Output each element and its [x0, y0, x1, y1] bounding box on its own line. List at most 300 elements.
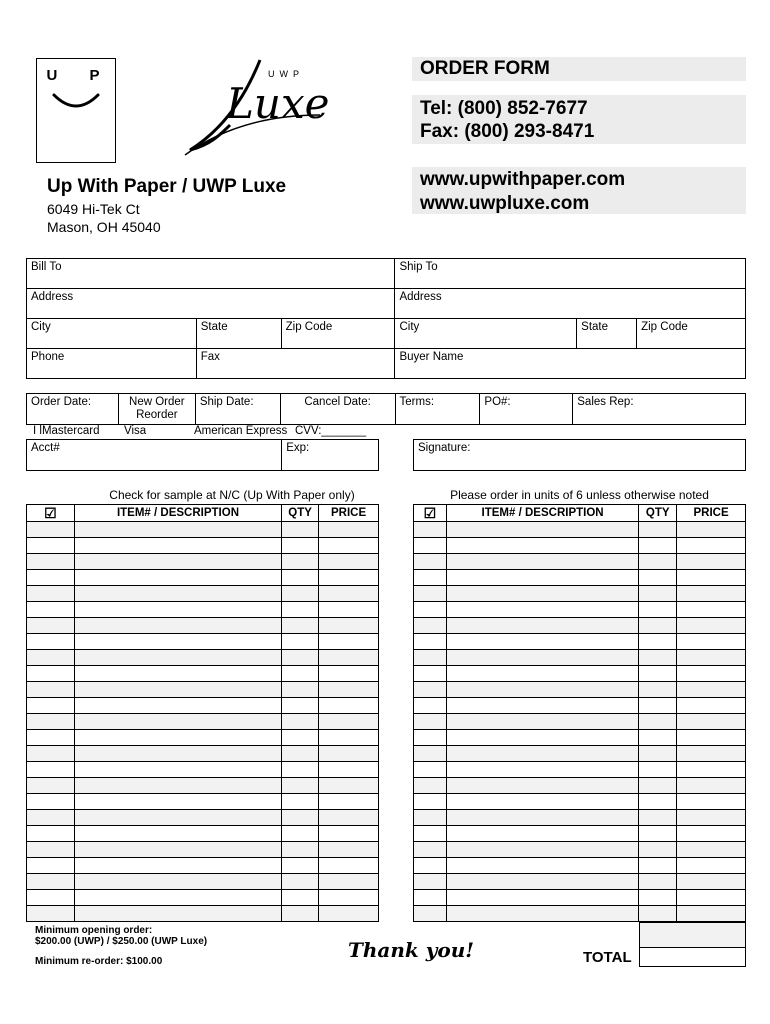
item-qty-cell[interactable] [639, 730, 677, 746]
item-check-cell[interactable] [414, 570, 447, 586]
item-price-cell[interactable] [319, 810, 379, 826]
item-price-cell[interactable] [319, 586, 379, 602]
item-row [27, 618, 379, 634]
item-price-cell[interactable] [319, 842, 379, 858]
item-desc-cell[interactable] [446, 826, 638, 842]
item-qty-cell[interactable] [639, 810, 677, 826]
item-price-cell[interactable] [677, 906, 746, 922]
item-qty-cell[interactable] [282, 762, 319, 778]
item-price-cell[interactable] [319, 522, 379, 538]
item-desc-cell[interactable] [74, 634, 281, 650]
item-qty-cell[interactable] [639, 586, 677, 602]
item-desc-cell[interactable] [74, 842, 281, 858]
item-check-cell[interactable] [414, 858, 447, 874]
item-price-cell[interactable] [677, 634, 746, 650]
amex-option[interactable]: American Express [194, 425, 288, 437]
item-row [414, 554, 746, 570]
item-price-cell[interactable] [319, 618, 379, 634]
item-qty-cell[interactable] [282, 778, 319, 794]
item-desc-cell[interactable] [74, 714, 281, 730]
item-price-cell[interactable] [319, 890, 379, 906]
item-check-cell[interactable] [414, 682, 447, 698]
bill-city-field[interactable]: City [27, 319, 197, 349]
fax-text: Fax: (800) 293-8471 [420, 121, 595, 142]
item-check-cell[interactable] [27, 570, 75, 586]
card-options [33, 425, 367, 437]
item-price-cell[interactable] [319, 794, 379, 810]
check-header-icon: ☑ [414, 505, 447, 522]
contact-block [412, 95, 746, 144]
item-price-cell[interactable] [319, 826, 379, 842]
qty-header: QTY [639, 505, 677, 522]
item-check-cell[interactable] [27, 842, 75, 858]
item-qty-cell[interactable] [282, 586, 319, 602]
item-price-cell[interactable] [677, 890, 746, 906]
item-check-cell[interactable] [27, 874, 75, 890]
order-date-field[interactable]: Order Date: [27, 394, 119, 425]
item-check-cell[interactable] [27, 810, 75, 826]
item-check-cell[interactable] [414, 602, 447, 618]
item-check-cell[interactable] [414, 842, 447, 858]
item-desc-cell[interactable] [74, 906, 281, 922]
item-check-cell[interactable] [414, 746, 447, 762]
item-price-cell[interactable] [677, 522, 746, 538]
item-desc-cell[interactable] [74, 538, 281, 554]
item-desc-cell[interactable] [74, 874, 281, 890]
item-qty-cell[interactable] [639, 554, 677, 570]
item-desc-cell[interactable] [74, 810, 281, 826]
item-qty-cell[interactable] [282, 746, 319, 762]
item-price-cell[interactable] [319, 714, 379, 730]
item-row [414, 618, 746, 634]
terms-field[interactable]: Terms: [395, 394, 480, 425]
item-price-cell[interactable] [319, 698, 379, 714]
item-row [414, 602, 746, 618]
item-price-cell[interactable] [319, 650, 379, 666]
item-desc-cell[interactable] [446, 714, 638, 730]
item-row [414, 842, 746, 858]
item-price-cell[interactable] [677, 762, 746, 778]
item-check-cell[interactable] [27, 682, 75, 698]
item-desc-cell[interactable] [74, 666, 281, 682]
item-desc-cell[interactable] [446, 538, 638, 554]
item-qty-cell[interactable] [639, 858, 677, 874]
units-note: Please order in units of 6 unless otherwise noted [450, 488, 709, 502]
item-price-cell[interactable] [319, 730, 379, 746]
item-check-cell[interactable] [27, 794, 75, 810]
item-desc-cell[interactable] [446, 842, 638, 858]
buyer-name-field[interactable]: Buyer Name [395, 349, 746, 379]
item-check-cell[interactable] [27, 778, 75, 794]
signature-field[interactable]: Signature: [414, 440, 746, 471]
item-desc-cell[interactable] [446, 634, 638, 650]
item-qty-cell[interactable] [639, 538, 677, 554]
visa-option[interactable]: Visa [124, 425, 147, 437]
item-price-cell[interactable] [319, 746, 379, 762]
bill-zip-field[interactable]: Zip Code [281, 319, 395, 349]
item-qty-cell[interactable] [639, 570, 677, 586]
item-row [414, 586, 746, 602]
item-price-cell[interactable] [677, 698, 746, 714]
item-qty-cell[interactable] [282, 522, 319, 538]
ship-city-field[interactable]: City [395, 319, 577, 349]
item-price-cell[interactable] [677, 682, 746, 698]
item-qty-cell[interactable] [282, 890, 319, 906]
item-price-cell[interactable] [319, 570, 379, 586]
item-price-cell[interactable] [677, 554, 746, 570]
item-price-cell[interactable] [319, 858, 379, 874]
cvv-field[interactable]: CVV:_______ [295, 425, 367, 437]
item-desc-cell[interactable] [74, 698, 281, 714]
item-desc-cell[interactable] [446, 906, 638, 922]
item-row [27, 746, 379, 762]
up-logo-text: U P [46, 67, 114, 84]
item-price-cell[interactable] [677, 650, 746, 666]
item-row [27, 762, 379, 778]
item-check-cell[interactable] [414, 650, 447, 666]
item-check-cell[interactable] [414, 762, 447, 778]
order-form-title: ORDER FORM [412, 57, 746, 81]
item-row [27, 906, 379, 922]
item-qty-cell[interactable] [282, 874, 319, 890]
item-row [27, 730, 379, 746]
item-check-cell[interactable] [27, 618, 75, 634]
item-price-cell[interactable] [677, 794, 746, 810]
item-row [414, 698, 746, 714]
mastercard-option[interactable]: I lMastercard [33, 425, 100, 437]
item-row [27, 602, 379, 618]
item-desc-cell[interactable] [446, 778, 638, 794]
item-desc-cell[interactable] [74, 890, 281, 906]
billing-shipping-table [26, 258, 746, 379]
item-qty-cell[interactable] [639, 522, 677, 538]
item-qty-cell[interactable] [639, 778, 677, 794]
item-desc-cell[interactable] [74, 602, 281, 618]
item-row [27, 826, 379, 842]
up-logo [36, 58, 116, 163]
item-qty-cell[interactable] [639, 634, 677, 650]
item-check-cell[interactable] [27, 858, 75, 874]
item-price-cell[interactable] [319, 634, 379, 650]
item-desc-cell[interactable] [74, 826, 281, 842]
item-qty-cell[interactable] [639, 714, 677, 730]
item-desc-cell[interactable] [446, 746, 638, 762]
item-desc-cell[interactable] [446, 762, 638, 778]
item-check-cell[interactable] [27, 666, 75, 682]
item-price-cell[interactable] [677, 746, 746, 762]
item-price-cell[interactable] [319, 778, 379, 794]
item-check-cell[interactable] [27, 698, 75, 714]
item-qty-cell[interactable] [639, 650, 677, 666]
item-check-cell[interactable] [414, 906, 447, 922]
item-price-cell[interactable] [677, 842, 746, 858]
item-desc-cell[interactable] [446, 858, 638, 874]
item-check-cell[interactable] [414, 778, 447, 794]
total-label: TOTAL [583, 949, 632, 966]
item-check-cell[interactable] [414, 810, 447, 826]
item-desc-header: ITEM# / DESCRIPTION [74, 505, 281, 522]
item-desc-cell[interactable] [74, 746, 281, 762]
item-row [414, 650, 746, 666]
item-qty-cell[interactable] [282, 682, 319, 698]
item-row [27, 714, 379, 730]
website-upwithpaper[interactable]: www.upwithpaper.com [420, 169, 626, 190]
item-check-cell[interactable] [414, 714, 447, 730]
item-qty-cell[interactable] [282, 634, 319, 650]
item-check-cell[interactable] [27, 522, 75, 538]
item-qty-cell[interactable] [639, 826, 677, 842]
item-row [27, 666, 379, 682]
item-price-cell[interactable] [677, 714, 746, 730]
item-row [414, 778, 746, 794]
item-qty-cell[interactable] [282, 554, 319, 570]
ship-to-field[interactable]: Ship To [395, 259, 746, 289]
luxe-logo [180, 55, 330, 165]
item-desc-cell[interactable] [446, 650, 638, 666]
item-price-cell[interactable] [677, 730, 746, 746]
item-price-cell[interactable] [677, 858, 746, 874]
ship-date-field[interactable]: Ship Date: [195, 394, 280, 425]
item-qty-cell[interactable] [282, 810, 319, 826]
item-row [414, 890, 746, 906]
item-row [27, 522, 379, 538]
item-desc-cell[interactable] [446, 554, 638, 570]
item-desc-cell[interactable] [446, 810, 638, 826]
item-check-cell[interactable] [414, 554, 447, 570]
item-check-cell[interactable] [27, 714, 75, 730]
item-row [27, 538, 379, 554]
item-check-cell[interactable] [27, 762, 75, 778]
item-row [27, 586, 379, 602]
item-check-cell[interactable] [414, 698, 447, 714]
item-qty-cell[interactable] [639, 890, 677, 906]
item-desc-cell[interactable] [74, 650, 281, 666]
item-desc-cell[interactable] [74, 586, 281, 602]
item-qty-cell[interactable] [282, 906, 319, 922]
item-row [27, 890, 379, 906]
ship-address-field[interactable]: Address [395, 289, 746, 319]
item-desc-cell[interactable] [446, 586, 638, 602]
sample-check-header-icon: ☑ [27, 505, 75, 522]
item-check-cell[interactable] [27, 730, 75, 746]
item-row [414, 810, 746, 826]
item-qty-cell[interactable] [282, 570, 319, 586]
item-desc-cell[interactable] [74, 682, 281, 698]
item-desc-cell[interactable] [446, 730, 638, 746]
item-desc-cell[interactable] [446, 602, 638, 618]
item-price-cell[interactable] [319, 682, 379, 698]
signature-table [413, 439, 746, 471]
item-check-cell[interactable] [414, 890, 447, 906]
item-qty-cell[interactable] [282, 602, 319, 618]
item-desc-cell[interactable] [74, 762, 281, 778]
item-check-cell[interactable] [414, 730, 447, 746]
item-row [414, 746, 746, 762]
item-qty-cell[interactable] [639, 746, 677, 762]
sales-rep-field[interactable]: Sales Rep: [573, 394, 746, 425]
item-row [27, 570, 379, 586]
item-qty-cell[interactable] [639, 794, 677, 810]
company-name: Up With Paper / UWP Luxe [47, 176, 287, 197]
min-opening-amount: $200.00 (UWP) / $250.00 (UWP Luxe) [35, 936, 208, 947]
reorder-option[interactable]: Reorder [136, 409, 178, 421]
item-row [414, 730, 746, 746]
item-check-cell[interactable] [27, 554, 75, 570]
item-desc-cell[interactable] [74, 554, 281, 570]
acct-field[interactable]: Acct# [27, 440, 282, 471]
item-check-cell[interactable] [414, 666, 447, 682]
item-qty-cell[interactable] [639, 842, 677, 858]
item-qty-cell[interactable] [639, 682, 677, 698]
item-qty-cell[interactable] [639, 762, 677, 778]
cancel-date-field[interactable]: Cancel Date: [280, 394, 395, 425]
item-desc-cell[interactable] [446, 682, 638, 698]
item-check-cell[interactable] [27, 746, 75, 762]
item-desc-cell[interactable] [446, 698, 638, 714]
item-desc-cell[interactable] [446, 874, 638, 890]
qty-header: QTY [282, 505, 319, 522]
item-row [414, 538, 746, 554]
item-row [414, 906, 746, 922]
bill-to-field[interactable]: Bill To [27, 259, 395, 289]
item-qty-cell[interactable] [639, 874, 677, 890]
item-desc-cell[interactable] [446, 522, 638, 538]
min-reorder: Minimum re-order: $100.00 [35, 956, 163, 967]
item-check-cell[interactable] [414, 874, 447, 890]
item-qty-cell[interactable] [282, 794, 319, 810]
item-qty-cell[interactable] [282, 858, 319, 874]
item-check-cell[interactable] [27, 602, 75, 618]
item-row [414, 762, 746, 778]
item-desc-cell[interactable] [74, 618, 281, 634]
item-row [27, 858, 379, 874]
item-qty-cell[interactable] [639, 698, 677, 714]
item-price-cell[interactable] [677, 826, 746, 842]
item-desc-cell[interactable] [446, 666, 638, 682]
bill-state-field[interactable]: State [196, 319, 281, 349]
item-qty-cell[interactable] [282, 618, 319, 634]
item-check-cell[interactable] [414, 826, 447, 842]
item-qty-cell[interactable] [282, 714, 319, 730]
item-price-cell[interactable] [319, 602, 379, 618]
item-qty-cell[interactable] [282, 730, 319, 746]
item-check-cell[interactable] [27, 890, 75, 906]
item-qty-cell[interactable] [639, 666, 677, 682]
item-row [27, 634, 379, 650]
item-check-cell[interactable] [27, 586, 75, 602]
total-field[interactable] [639, 922, 746, 967]
order-info-table [26, 393, 746, 425]
item-check-cell[interactable] [27, 538, 75, 554]
item-price-cell[interactable] [677, 602, 746, 618]
item-row [27, 874, 379, 890]
item-check-cell[interactable] [414, 538, 447, 554]
fax-field[interactable]: Fax [196, 349, 395, 379]
price-header: PRICE [319, 505, 379, 522]
bill-address-field[interactable]: Address [27, 289, 395, 319]
item-qty-cell[interactable] [282, 538, 319, 554]
item-price-cell[interactable] [319, 906, 379, 922]
item-price-cell[interactable] [319, 554, 379, 570]
po-field[interactable]: PO#: [480, 394, 573, 425]
item-row [27, 682, 379, 698]
ship-state-field[interactable]: State [577, 319, 637, 349]
smile-icon [51, 91, 101, 113]
item-qty-cell[interactable] [282, 698, 319, 714]
item-desc-cell[interactable] [74, 794, 281, 810]
item-desc-cell[interactable] [446, 618, 638, 634]
item-check-cell[interactable] [414, 522, 447, 538]
item-desc-header: ITEM# / DESCRIPTION [446, 505, 638, 522]
item-price-cell[interactable] [319, 538, 379, 554]
item-price-cell[interactable] [677, 618, 746, 634]
item-row [27, 698, 379, 714]
item-desc-cell[interactable] [446, 890, 638, 906]
phone-field[interactable]: Phone [27, 349, 197, 379]
item-check-cell[interactable] [27, 826, 75, 842]
item-check-cell[interactable] [27, 650, 75, 666]
uwp-logo-text: UWP [268, 69, 304, 79]
item-row [27, 842, 379, 858]
item-qty-cell[interactable] [639, 906, 677, 922]
item-desc-cell[interactable] [74, 858, 281, 874]
item-desc-cell[interactable] [74, 778, 281, 794]
item-desc-cell[interactable] [446, 794, 638, 810]
thank-you-text: Thank you! [348, 938, 475, 962]
item-qty-cell[interactable] [282, 826, 319, 842]
item-check-cell[interactable] [27, 906, 75, 922]
item-price-cell[interactable] [677, 586, 746, 602]
item-price-cell[interactable] [677, 810, 746, 826]
item-row [414, 874, 746, 890]
exp-field[interactable]: Exp: [282, 440, 379, 471]
item-price-cell[interactable] [677, 666, 746, 682]
website-uwpluxe[interactable]: www.uwpluxe.com [420, 193, 590, 214]
item-price-cell[interactable] [677, 538, 746, 554]
card-table [26, 439, 379, 471]
item-qty-cell[interactable] [639, 618, 677, 634]
item-qty-cell[interactable] [282, 842, 319, 858]
item-price-cell[interactable] [677, 778, 746, 794]
item-qty-cell[interactable] [282, 666, 319, 682]
item-price-cell[interactable] [319, 666, 379, 682]
left-items-table [26, 504, 379, 922]
item-check-cell[interactable] [414, 586, 447, 602]
item-price-cell[interactable] [319, 874, 379, 890]
item-price-cell[interactable] [319, 762, 379, 778]
item-desc-cell[interactable] [446, 570, 638, 586]
item-row [414, 794, 746, 810]
item-qty-cell[interactable] [639, 602, 677, 618]
item-price-cell[interactable] [677, 570, 746, 586]
tel-text: Tel: (800) 852-7677 [420, 98, 588, 119]
item-check-cell[interactable] [414, 634, 447, 650]
item-check-cell[interactable] [27, 634, 75, 650]
item-row [414, 858, 746, 874]
new-order-option[interactable]: New Order [129, 396, 185, 408]
item-desc-cell[interactable] [74, 570, 281, 586]
right-items-table [413, 504, 746, 922]
item-desc-cell[interactable] [74, 730, 281, 746]
ship-zip-field[interactable]: Zip Code [637, 319, 746, 349]
item-price-cell[interactable] [677, 874, 746, 890]
item-check-cell[interactable] [414, 618, 447, 634]
item-desc-cell[interactable] [74, 522, 281, 538]
item-qty-cell[interactable] [282, 650, 319, 666]
min-opening-label: Minimum opening order: [35, 925, 153, 936]
item-check-cell[interactable] [414, 794, 447, 810]
order-type-field[interactable] [118, 394, 195, 425]
